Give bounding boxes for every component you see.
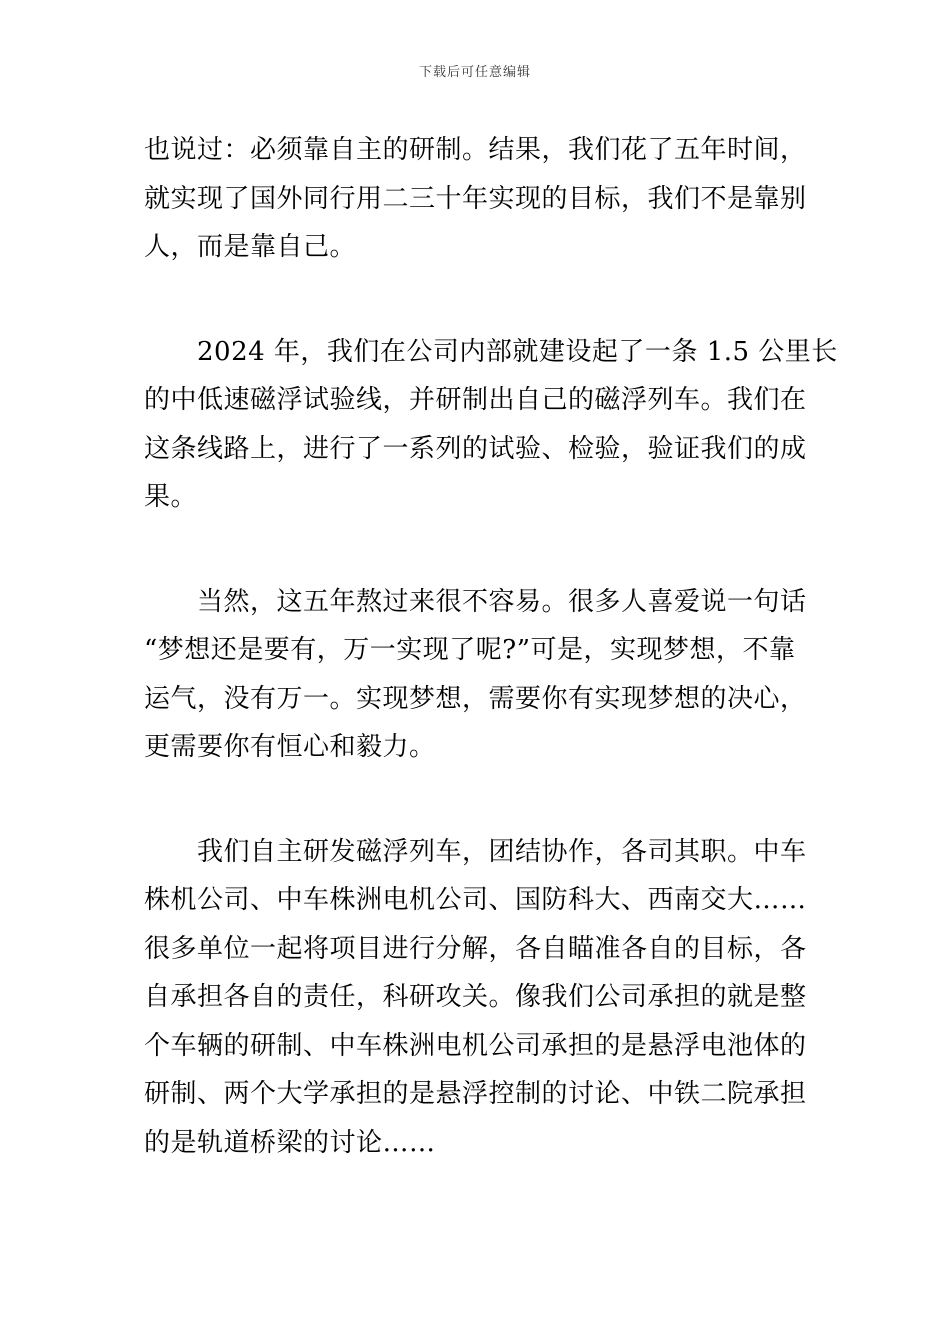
paragraph-line: 更需要你有恒心和毅力。: [144, 732, 436, 762]
paragraph-3: [144, 578, 812, 772]
paragraph-2: [144, 328, 838, 522]
paragraph-line: 运气，没有万一。实现梦想，需要你有实现梦想的决心，: [144, 683, 807, 714]
paragraph-line: 就实现了国外同行用二三十年实现的目标，我们不是靠别: [144, 183, 807, 214]
paragraph-line: 也说过：必须靠自主的研制。结果，我们花了五年时间，: [144, 135, 807, 165]
paragraph-line: 研制、两个大学承担的是悬浮控制的讨论、中铁二院承担: [144, 1079, 807, 1109]
paragraph-line: 当然，这五年熬过来很不容易。很多人喜爱说一句话: [144, 586, 807, 617]
paragraph-line: 个车辆的研制、中车株洲电机公司承担的是悬浮电池体的: [144, 1030, 807, 1061]
paragraph-line: 很多单位一起将项目进行分解，各自瞄准各自的目标，各: [144, 933, 807, 964]
paragraph-line: 的中低速磁浮试验线，并研制出自己的磁浮列车。我们在: [144, 385, 807, 415]
paragraph-line: 人，而是靠自己。: [144, 232, 357, 262]
document-body: [144, 126, 838, 1223]
paragraph-line: 2024 年，我们在公司内部就建设起了一条 1.5 公里长: [144, 336, 838, 367]
paragraph-line: 的是轨道桥梁的讨论……: [144, 1127, 436, 1158]
paragraph-line: “梦想还是要有，万一实现了呢?”可是，实现梦想，不靠: [144, 635, 796, 665]
paragraph-line: 这条线路上，进行了一系列的试验、检验，验证我们的成: [144, 433, 807, 464]
page-header: 下载后可任意编辑: [418, 65, 531, 80]
paragraph-line: 我们自主研发磁浮列车，团结协作，各司其职。中车: [144, 836, 807, 867]
paragraph-line: 株机公司、中车株洲电机公司、国防科大、西南交大……: [144, 885, 807, 915]
paragraph-line: 自承担各自的责任，科研攻关。像我们公司承担的就是整: [144, 982, 807, 1012]
paragraph-line: 果。: [144, 482, 198, 512]
paragraph-1: [144, 126, 812, 272]
paragraph-4: [144, 828, 812, 1168]
